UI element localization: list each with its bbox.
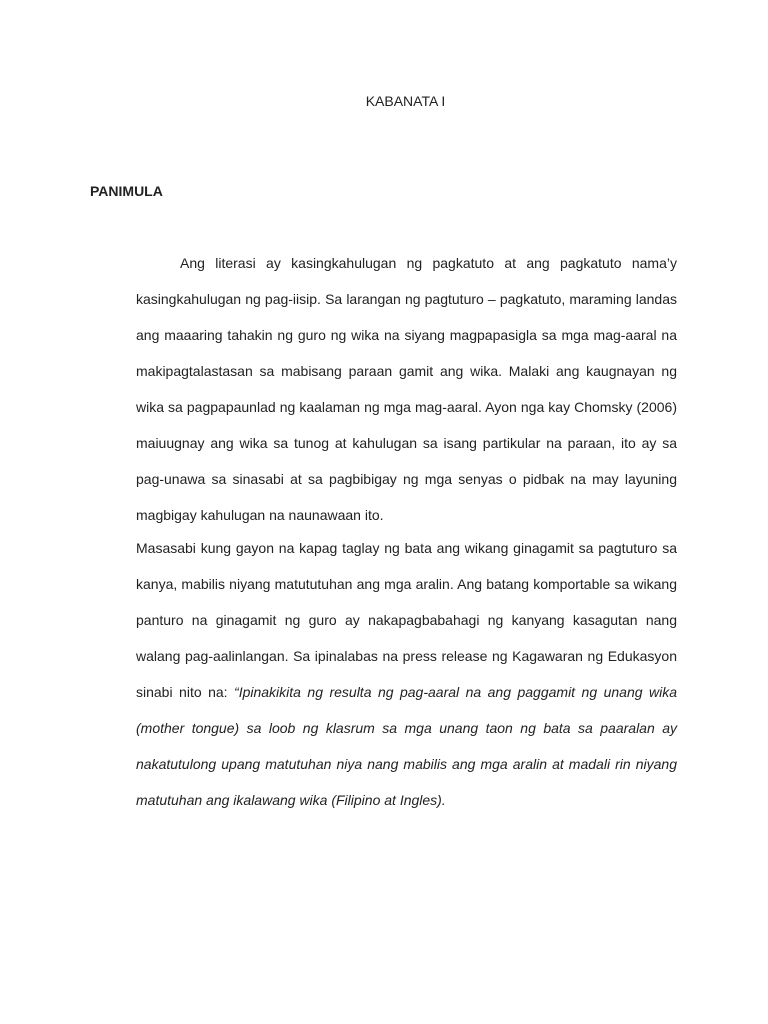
quoted-text: “Ipinakikita ng resulta ng pag-aaral na ang paggamit ng unang wika (mother tongue) sa loob ng klasrum sa mga unang taon ng bata sa paaralan ay nakatutulong upang matutuhan niya nang mabilis ang mga aralin at madali rin niyang matutuhan ang ikalawang wika (Filipino at Ingles).: [136, 684, 677, 808]
body-paragraph: [136, 530, 677, 818]
section-heading: PANIMULA: [90, 183, 163, 199]
chapter-title: KABANATA I: [365, 93, 446, 109]
body-paragraph: Ang literasi ay kasingkahulugan ng pagkatuto at ang pagkatuto nama’y kasingkahulugan ng pag-iisip. Sa larangan ng pagtuturo – pagkatuto, maraming landas ang maaaring tahakin ng guro ng wika na siyang magpapasigla sa mga mag-aaral na makipagtalastasan sa mabisang paraan gamit ang wika. Malaki ang kaugnayan ng wika sa pagpapaunlad ng kaalaman ng mga mag-aaral. Ayon nga kay Chomsky (2006) maiuugnay ang wika sa tunog at kahulugan sa isang partikular na paraan, ito ay sa pag-unawa sa sinasabi at sa pagbibigay ng mga senyas o pidbak na may layuning magbigay kahulugan na naunawaan ito.: [136, 255, 677, 523]
paragraph-text: Masasabi kung gayon na kapag taglay ng bata ang wikang ginagamit sa pagtuturo sa kanya, mabilis niyang matututuhan ang mga aralin. Ang batang komportable sa wikang panturo na ginagamit ng guro ay nakapagbabahagi ng kanyang kasagutan nang walang pag-aalinlangan. Sa ipinalabas na press release ng Kagawaran ng Edukasyon sinabi nito na:: [136, 540, 677, 700]
